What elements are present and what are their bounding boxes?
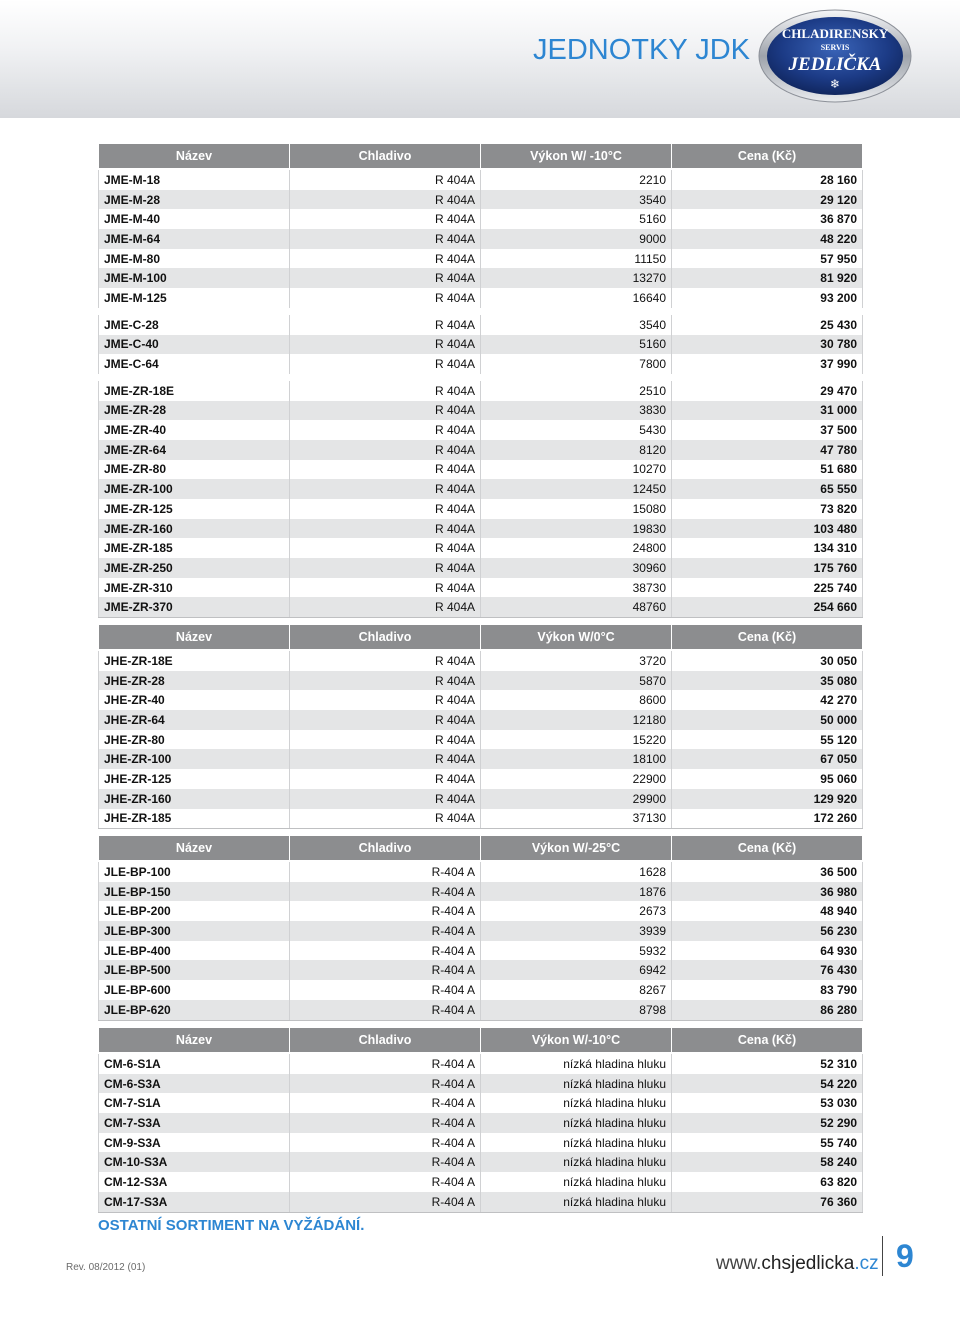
column-header: Název — [99, 836, 290, 862]
refrigerant-cell: R 404A — [290, 597, 481, 617]
power-cell: 22900 — [481, 769, 672, 789]
column-header: Výkon W/-10°C — [481, 1028, 672, 1054]
product-name-cell: JME-M-125 — [99, 288, 290, 308]
product-name-cell: JME-ZR-160 — [99, 519, 290, 539]
product-name-cell: JME-ZR-40 — [99, 420, 290, 440]
product-name-cell: JME-ZR-185 — [99, 538, 290, 558]
power-cell: 15220 — [481, 730, 672, 750]
product-name-cell: JME-ZR-18E — [99, 381, 290, 401]
price-cell: 50 000 — [672, 710, 863, 730]
refrigerant-cell: R 404A — [290, 315, 481, 335]
refrigerant-cell: R-404 A — [290, 901, 481, 921]
refrigerant-cell: R-404 A — [290, 1113, 481, 1133]
snowflake-icon: ❄ — [829, 77, 841, 91]
power-cell: 15080 — [481, 499, 672, 519]
refrigerant-cell: R 404A — [290, 440, 481, 460]
product-name-cell: JME-C-64 — [99, 354, 290, 374]
refrigerant-cell: R 404A — [290, 335, 481, 355]
refrigerant-cell: R 404A — [290, 229, 481, 249]
refrigerant-cell: R 404A — [290, 479, 481, 499]
product-name-cell: JME-M-80 — [99, 249, 290, 269]
power-cell: 2210 — [481, 169, 672, 190]
price-cell: 29 470 — [672, 381, 863, 401]
refrigerant-cell: R 404A — [290, 730, 481, 750]
price-cell: 42 270 — [672, 690, 863, 710]
product-name-cell: JLE-BP-400 — [99, 941, 290, 961]
website-link[interactable] — [716, 1253, 879, 1275]
power-cell: 12180 — [481, 710, 672, 730]
power-cell: 3720 — [481, 650, 672, 671]
product-name-cell: JME-M-18 — [99, 169, 290, 190]
table-row — [99, 597, 863, 617]
power-cell: 24800 — [481, 538, 672, 558]
table-row — [99, 558, 863, 578]
table-row — [99, 1172, 863, 1192]
price-cell: 58 240 — [672, 1152, 863, 1172]
refrigerant-cell: R 404A — [290, 519, 481, 539]
table-row — [99, 335, 863, 355]
refrigerant-cell: R 404A — [290, 190, 481, 210]
price-cell: 95 060 — [672, 769, 863, 789]
product-name-cell: JME-ZR-125 — [99, 499, 290, 519]
product-name-cell: JHE-ZR-40 — [99, 690, 290, 710]
price-cell: 57 950 — [672, 249, 863, 269]
column-header: Cena (Kč) — [672, 625, 863, 651]
table-row — [99, 1133, 863, 1153]
group-spacer — [99, 374, 863, 381]
price-cell: 55 120 — [672, 730, 863, 750]
table-row — [99, 381, 863, 401]
price-cell: 56 230 — [672, 921, 863, 941]
table-row — [99, 1192, 863, 1212]
price-cell: 93 200 — [672, 288, 863, 308]
power-cell: 48760 — [481, 597, 672, 617]
product-name-cell: JME-ZR-64 — [99, 440, 290, 460]
price-cell: 63 820 — [672, 1172, 863, 1192]
product-name-cell: JME-ZR-80 — [99, 460, 290, 480]
table-row — [99, 809, 863, 829]
refrigerant-cell: R-404 A — [290, 941, 481, 961]
price-cell: 103 480 — [672, 519, 863, 539]
table-row — [99, 749, 863, 769]
power-cell: 3830 — [481, 401, 672, 421]
refrigerant-cell: R 404A — [290, 671, 481, 691]
table-row — [99, 420, 863, 440]
power-cell: 1876 — [481, 882, 672, 902]
table-row — [99, 538, 863, 558]
table-header-row — [99, 144, 863, 170]
power-cell: nízká hladina hluku — [481, 1152, 672, 1172]
power-cell: 3540 — [481, 190, 672, 210]
product-name-cell: JME-ZR-100 — [99, 479, 290, 499]
table-row — [99, 1093, 863, 1113]
refrigerant-cell: R-404 A — [290, 1133, 481, 1153]
refrigerant-cell: R 404A — [290, 249, 481, 269]
price-cell: 52 310 — [672, 1053, 863, 1074]
refrigerant-cell: R 404A — [290, 354, 481, 374]
table-row — [99, 288, 863, 308]
price-cell: 64 930 — [672, 941, 863, 961]
price-cell: 172 260 — [672, 809, 863, 829]
power-cell: nízká hladina hluku — [481, 1053, 672, 1074]
price-cell: 37 990 — [672, 354, 863, 374]
table-row — [99, 499, 863, 519]
refrigerant-cell: R 404A — [290, 578, 481, 598]
refrigerant-cell: R-404 A — [290, 1192, 481, 1212]
table-row — [99, 1000, 863, 1020]
refrigerant-cell: R 404A — [290, 789, 481, 809]
revision-label: Rev. 08/2012 (01) — [66, 1262, 146, 1273]
column-header: Chladivo — [290, 836, 481, 862]
table-row — [99, 921, 863, 941]
table-row — [99, 354, 863, 374]
power-cell: 7800 — [481, 354, 672, 374]
power-cell: 5430 — [481, 420, 672, 440]
product-name-cell: CM-7-S3A — [99, 1113, 290, 1133]
table-row — [99, 229, 863, 249]
price-cell: 86 280 — [672, 1000, 863, 1020]
price-cell: 29 120 — [672, 190, 863, 210]
table-row — [99, 209, 863, 229]
table-row — [99, 941, 863, 961]
product-name-cell: JLE-BP-150 — [99, 882, 290, 902]
power-cell: 5160 — [481, 209, 672, 229]
page-title: JEDNOTKY JDK — [533, 34, 751, 66]
column-header: Výkon W/ -10°C — [481, 144, 672, 170]
product-name-cell: CM-7-S1A — [99, 1093, 290, 1113]
table-row — [99, 249, 863, 269]
product-name-cell: JLE-BP-500 — [99, 960, 290, 980]
product-name-cell: JLE-BP-100 — [99, 861, 290, 882]
price-cell: 31 000 — [672, 401, 863, 421]
price-cell: 83 790 — [672, 980, 863, 1000]
svg-text:SERVIS: SERVIS — [820, 43, 850, 52]
power-cell: 30960 — [481, 558, 672, 578]
product-name-cell: JLE-BP-300 — [99, 921, 290, 941]
svg-text:JEDLIČKA: JEDLIČKA — [788, 54, 882, 75]
page-number: 9 — [896, 1238, 914, 1274]
spacer-cell — [99, 374, 863, 381]
price-cell: 225 740 — [672, 578, 863, 598]
website-domain: chsjedlicka — [761, 1253, 855, 1274]
price-cell: 55 740 — [672, 1133, 863, 1153]
product-name-cell: JME-ZR-250 — [99, 558, 290, 578]
price-cell: 76 430 — [672, 960, 863, 980]
table-row — [99, 169, 863, 190]
price-cell: 37 500 — [672, 420, 863, 440]
power-cell: 19830 — [481, 519, 672, 539]
column-header: Cena (Kč) — [672, 144, 863, 170]
power-cell: nízká hladina hluku — [481, 1133, 672, 1153]
product-name-cell: JME-ZR-28 — [99, 401, 290, 421]
table-row — [99, 401, 863, 421]
product-name-cell: JME-M-40 — [99, 209, 290, 229]
refrigerant-cell: R-404 A — [290, 1074, 481, 1094]
product-name-cell: JHE-ZR-160 — [99, 789, 290, 809]
table-row — [99, 960, 863, 980]
refrigerant-cell: R-404 A — [290, 1053, 481, 1074]
table-header-row — [99, 836, 863, 862]
price-cell: 73 820 — [672, 499, 863, 519]
product-name-cell: JHE-ZR-185 — [99, 809, 290, 829]
product-name-cell: CM-6-S3A — [99, 1074, 290, 1094]
price-cell: 65 550 — [672, 479, 863, 499]
price-cell: 30 050 — [672, 650, 863, 671]
refrigerant-cell: R-404 A — [290, 980, 481, 1000]
product-name-cell: JME-ZR-370 — [99, 597, 290, 617]
column-header: Název — [99, 1028, 290, 1054]
refrigerant-cell: R 404A — [290, 209, 481, 229]
table-row — [99, 1074, 863, 1094]
price-cell: 47 780 — [672, 440, 863, 460]
power-cell: 8600 — [481, 690, 672, 710]
table-row — [99, 315, 863, 335]
table-row — [99, 190, 863, 210]
price-cell: 129 920 — [672, 789, 863, 809]
product-name-cell: CM-10-S3A — [99, 1152, 290, 1172]
table-row — [99, 578, 863, 598]
product-name-cell: JLE-BP-600 — [99, 980, 290, 1000]
price-cell: 36 980 — [672, 882, 863, 902]
column-header: Název — [99, 625, 290, 651]
price-table-cm — [98, 1027, 863, 1213]
table-row — [99, 1152, 863, 1172]
refrigerant-cell: R 404A — [290, 401, 481, 421]
price-table-jme — [98, 143, 863, 618]
product-name-cell: CM-9-S3A — [99, 1133, 290, 1153]
table-row — [99, 882, 863, 902]
refrigerant-cell: R-404 A — [290, 1172, 481, 1192]
price-cell: 54 220 — [672, 1074, 863, 1094]
footer-note: OSTATNÍ SORTIMENT NA VYŽÁDÁNÍ. — [98, 1217, 365, 1234]
power-cell: 16640 — [481, 288, 672, 308]
power-cell: nízká hladina hluku — [481, 1074, 672, 1094]
product-name-cell: JLE-BP-620 — [99, 1000, 290, 1020]
table-row — [99, 440, 863, 460]
table-header-row — [99, 625, 863, 651]
table-row — [99, 789, 863, 809]
product-name-cell: CM-17-S3A — [99, 1192, 290, 1212]
power-cell: 29900 — [481, 789, 672, 809]
power-cell: 8267 — [481, 980, 672, 1000]
price-cell: 52 290 — [672, 1113, 863, 1133]
power-cell: 3540 — [481, 315, 672, 335]
power-cell: 9000 — [481, 229, 672, 249]
column-header: Cena (Kč) — [672, 836, 863, 862]
price-cell: 76 360 — [672, 1192, 863, 1212]
refrigerant-cell: R 404A — [290, 288, 481, 308]
refrigerant-cell: R 404A — [290, 499, 481, 519]
price-cell: 48 940 — [672, 901, 863, 921]
footer-divider — [882, 1236, 883, 1276]
power-cell: 18100 — [481, 749, 672, 769]
price-cell: 175 760 — [672, 558, 863, 578]
power-cell: 8798 — [481, 1000, 672, 1020]
refrigerant-cell: R-404 A — [290, 960, 481, 980]
power-cell: 3939 — [481, 921, 672, 941]
company-logo — [755, 6, 915, 106]
refrigerant-cell: R-404 A — [290, 921, 481, 941]
table-row — [99, 710, 863, 730]
price-cell: 36 870 — [672, 209, 863, 229]
product-name-cell: JME-C-28 — [99, 315, 290, 335]
power-cell: 13270 — [481, 268, 672, 288]
refrigerant-cell: R 404A — [290, 538, 481, 558]
table-header-row — [99, 1028, 863, 1054]
product-name-cell: JHE-ZR-18E — [99, 650, 290, 671]
table-row — [99, 1053, 863, 1074]
power-cell: 2673 — [481, 901, 672, 921]
power-cell: nízká hladina hluku — [481, 1093, 672, 1113]
power-cell: 12450 — [481, 479, 672, 499]
power-cell: 5160 — [481, 335, 672, 355]
power-cell: nízká hladina hluku — [481, 1113, 672, 1133]
power-cell: 38730 — [481, 578, 672, 598]
refrigerant-cell: R-404 A — [290, 1093, 481, 1113]
price-cell: 36 500 — [672, 861, 863, 882]
price-cell: 254 660 — [672, 597, 863, 617]
table-row — [99, 901, 863, 921]
product-name-cell: JME-M-28 — [99, 190, 290, 210]
refrigerant-cell: R 404A — [290, 381, 481, 401]
refrigerant-cell: R 404A — [290, 769, 481, 789]
refrigerant-cell: R-404 A — [290, 1000, 481, 1020]
refrigerant-cell: R 404A — [290, 558, 481, 578]
table-row — [99, 519, 863, 539]
table-row — [99, 730, 863, 750]
power-cell: 37130 — [481, 809, 672, 829]
refrigerant-cell: R 404A — [290, 749, 481, 769]
column-header: Výkon W/-25°C — [481, 836, 672, 862]
spacer-cell — [99, 308, 863, 315]
group-spacer — [99, 308, 863, 315]
refrigerant-cell: R 404A — [290, 710, 481, 730]
product-name-cell: JME-M-100 — [99, 268, 290, 288]
website-prefix: www. — [716, 1253, 762, 1274]
price-cell: 51 680 — [672, 460, 863, 480]
website-tld: .cz — [854, 1253, 879, 1274]
power-cell: 2510 — [481, 381, 672, 401]
power-cell: 6942 — [481, 960, 672, 980]
price-cell: 28 160 — [672, 169, 863, 190]
price-cell: 134 310 — [672, 538, 863, 558]
column-header: Cena (Kč) — [672, 1028, 863, 1054]
price-table-jle — [98, 835, 863, 1021]
table-row — [99, 769, 863, 789]
column-header: Chladivo — [290, 1028, 481, 1054]
product-name-cell: JHE-ZR-125 — [99, 769, 290, 789]
product-name-cell: CM-6-S1A — [99, 1053, 290, 1074]
product-name-cell: JME-ZR-310 — [99, 578, 290, 598]
column-header: Výkon W/0°C — [481, 625, 672, 651]
table-row — [99, 460, 863, 480]
refrigerant-cell: R 404A — [290, 460, 481, 480]
table-row — [99, 861, 863, 882]
refrigerant-cell: R 404A — [290, 809, 481, 829]
table-row — [99, 980, 863, 1000]
product-name-cell: JHE-ZR-80 — [99, 730, 290, 750]
price-table-jhe — [98, 624, 863, 829]
product-name-cell: JME-M-64 — [99, 229, 290, 249]
refrigerant-cell: R 404A — [290, 650, 481, 671]
price-cell: 53 030 — [672, 1093, 863, 1113]
refrigerant-cell: R-404 A — [290, 1152, 481, 1172]
refrigerant-cell: R-404 A — [290, 861, 481, 882]
column-header: Chladivo — [290, 144, 481, 170]
product-name-cell: JHE-ZR-64 — [99, 710, 290, 730]
price-cell: 35 080 — [672, 671, 863, 691]
table-row — [99, 1113, 863, 1133]
power-cell: nízká hladina hluku — [481, 1172, 672, 1192]
column-header: Chladivo — [290, 625, 481, 651]
product-name-cell: JME-C-40 — [99, 335, 290, 355]
product-name-cell: JLE-BP-200 — [99, 901, 290, 921]
product-name-cell: JHE-ZR-28 — [99, 671, 290, 691]
refrigerant-cell: R 404A — [290, 169, 481, 190]
refrigerant-cell: R 404A — [290, 268, 481, 288]
column-header: Název — [99, 144, 290, 170]
power-cell: 1628 — [481, 861, 672, 882]
table-row — [99, 268, 863, 288]
price-cell: 30 780 — [672, 335, 863, 355]
power-cell: 10270 — [481, 460, 672, 480]
price-cell: 81 920 — [672, 268, 863, 288]
price-cell: 25 430 — [672, 315, 863, 335]
power-cell: 8120 — [481, 440, 672, 460]
product-name-cell: JHE-ZR-100 — [99, 749, 290, 769]
refrigerant-cell: R-404 A — [290, 882, 481, 902]
svg-text:CHLADIRENSKY: CHLADIRENSKY — [781, 26, 889, 41]
table-row — [99, 690, 863, 710]
refrigerant-cell: R 404A — [290, 420, 481, 440]
price-cell: 67 050 — [672, 749, 863, 769]
power-cell: 5932 — [481, 941, 672, 961]
price-cell: 48 220 — [672, 229, 863, 249]
table-row — [99, 479, 863, 499]
table-row — [99, 650, 863, 671]
power-cell: 5870 — [481, 671, 672, 691]
refrigerant-cell: R 404A — [290, 690, 481, 710]
power-cell: 11150 — [481, 249, 672, 269]
table-row — [99, 671, 863, 691]
power-cell: nízká hladina hluku — [481, 1192, 672, 1212]
product-name-cell: CM-12-S3A — [99, 1172, 290, 1192]
